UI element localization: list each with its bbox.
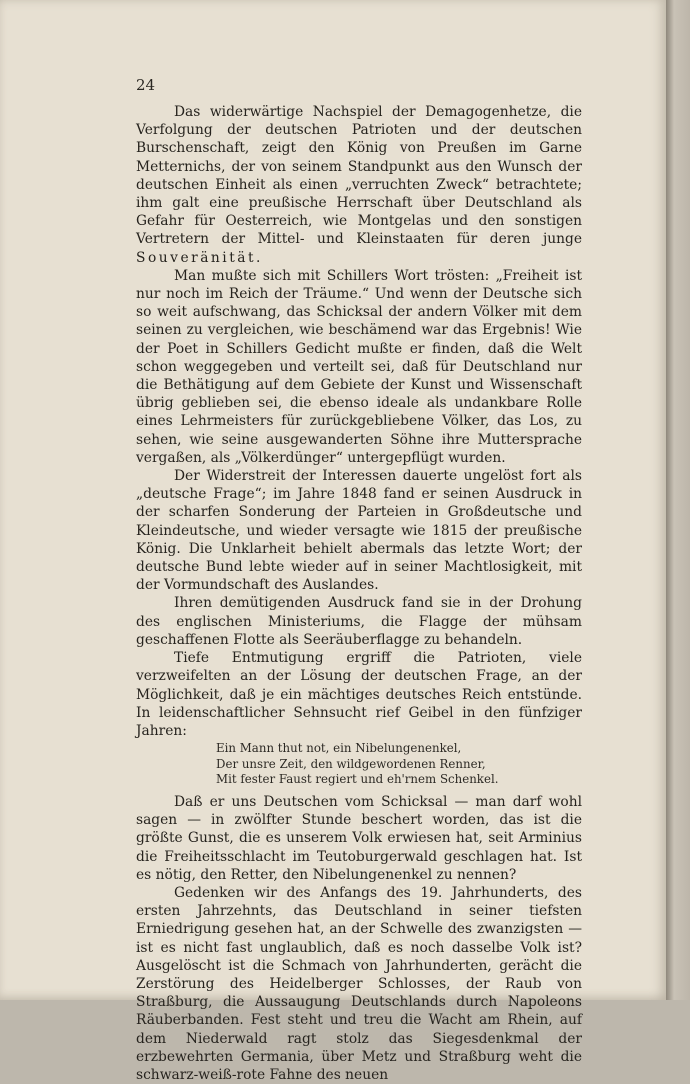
- paragraph-2: Man mußte sich mit Schillers Wort trösten: „Freiheit ist nur noch im Reich der Träume.“ Und wenn der Deutsche sich so weit aufschwang, das Schicksal der andern Völker mit dem seinen zu vergleichen, wie beschämend war das Ergebnis! Wie der Poet in Schillers Gedicht mußte er finden, daß die Welt schon weggegeben und verteilt sei, daß für Deutschland nur die Bethätigung auf dem Gebiete der Kunst und Wissenschaft übrig geblieben sei, die ebenso ideale als undankbare Rolle eines Lehrmeisters für zurückgebliebene Völker, das Los, zu sehen, wie seine ausgewanderten Söhne ihre Muttersprache vergaßen, als „Völkerdünger“ untergepflügt wurden.: [136, 267, 582, 466]
- verse-line-3: Mit fester Faust regiert und eh'rnem Schenkel.: [216, 772, 499, 787]
- verse-line-2: Der unsre Zeit, den wildgewordenen Renner,: [216, 756, 486, 771]
- paragraph-3: Der Widerstreit der Interessen dauerte ungelöst fort als „deutsche Frage“; im Jahre 1848 fand er seinen Ausdruck in der scharfen Sonderung der Parteien in Großdeutsche und Kleindeutsche, und wieder versagte wie 1815 der preußische König. Die Unklarheit behielt abermals das letzte Wort; der deutsche Bund lebte wieder auf in seiner Machtlosigkeit, mit der Vormundschaft des Auslandes.: [136, 468, 582, 594]
- paragraph-5: Tiefe Entmutigung ergriff die Patrioten, viele verzweifelten an der Lösung der deutschen Frage, an der Möglichkeit, daß je ein mächtiges deutsches Reich entstünde. In leidenschaftlicher Sehnsucht rief Geibel in den fünfziger Jahren:: [136, 650, 582, 739]
- verse-line-1: Ein Mann thut not, ein Nibelungenenkel,: [216, 741, 462, 756]
- book-gutter: [666, 0, 690, 1000]
- paragraph-1-text: Das widerwärtige Nachspiel der Demagogenhetze, die Verfolgung der deutschen Patrioten und der deutschen Burschenschaft, zeigt den König von Preußen im Garne Metternichs, der von seinem Standpunkt aus den Wunsch der deutschen Einheit als einen „verruchten Zweck“ betrachtete; ihm galt eine preußische Herrschaft über Deutschland als Gefahr für Oesterreich, wie Montgelas und den sonstigen Vertretern der Mittel- und Kleinstaaten für deren junge: [136, 104, 582, 248]
- paragraph-1: [136, 103, 582, 267]
- body-text: [136, 103, 582, 1084]
- verse-quote: [216, 741, 582, 788]
- spaced-word: Souveränität.: [136, 249, 263, 266]
- paragraph-4: Ihren demütigenden Ausdruck fand sie in der Drohung des englischen Ministeriums, die Flagge der mühsam geschaffenen Flotte als Seeräuberflagge zu behandeln.: [136, 595, 582, 648]
- paragraph-6: Daß er uns Deutschen vom Schicksal — man darf wohl sagen — in zwölfter Stunde beschert worden, das ist die größte Gunst, die es unserem Volk erwiesen hat, seit Arminius die Freiheitsschlacht im Teutoburgerwald geschlagen hat. Ist es nötig, den Retter, den Nibelungenenkel zu nennen?: [136, 793, 582, 883]
- page-number: 24: [136, 76, 156, 94]
- paragraph-7: Gedenken wir des Anfangs des 19. Jahrhunderts, des ersten Jahrzehnts, das Deutschland in seiner tiefsten Erniedrigung gesehen hat, an der Schwelle des zwanzigsten — ist es nicht fast unglaublich, daß es noch dasselbe Volk ist? Ausgelöscht ist die Schmach von Jahrhunderten, gerächt die Zerstörung des Heidelberger Schlosses, der Raub von Straßburg, die Aussaugung Deutschlands durch Napoleons Räuberbanden. Fest steht und treu die Wacht am Rhein, auf dem Niederwald ragt stolz das Siegesdenkmal der erzbewehrten Germania, über Metz und Straßburg weht die schwarz-weiß-rote Fahne des neuen: [136, 884, 582, 1083]
